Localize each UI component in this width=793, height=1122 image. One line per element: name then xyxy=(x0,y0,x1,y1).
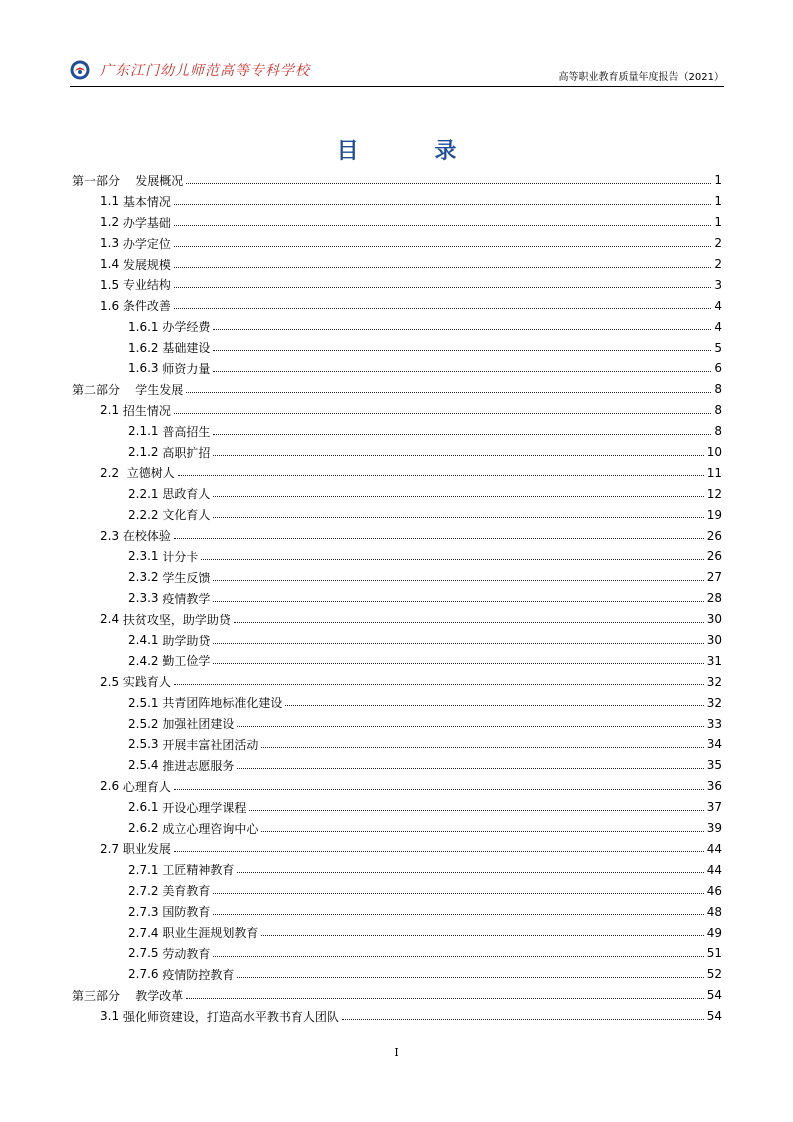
toc-entry-number: 2.5.3 xyxy=(128,737,159,752)
toc-entry[interactable] xyxy=(72,254,722,275)
toc-leader-dots xyxy=(186,392,711,393)
toc-entry[interactable] xyxy=(72,170,722,191)
toc-entry[interactable] xyxy=(72,713,722,734)
toc-entry-label: 疫情防控教育 xyxy=(162,967,235,982)
toc-entry-page: 51 xyxy=(706,946,722,961)
toc-entry-page: 36 xyxy=(706,779,722,794)
toc-leader-dots xyxy=(285,705,703,706)
toc-entry[interactable] xyxy=(72,692,722,713)
toc-leader-dots xyxy=(174,267,711,268)
toc-leader-dots xyxy=(174,204,711,205)
toc-entry[interactable] xyxy=(72,567,722,588)
toc-entry-page: 32 xyxy=(706,674,722,689)
toc-entry[interactable] xyxy=(72,943,722,964)
toc-entry-label: 心理育人 xyxy=(122,779,171,794)
toc-entry-number: 第二部分 xyxy=(72,382,121,397)
toc-leader-dots xyxy=(261,935,703,936)
school-emblem-icon xyxy=(70,60,90,80)
toc-entry-number: 2.5.4 xyxy=(128,758,159,773)
toc-entry-page: 44 xyxy=(706,862,722,877)
toc-entry[interactable] xyxy=(72,337,722,358)
toc-entry[interactable] xyxy=(72,839,722,860)
toc-entry-number: 第三部分 xyxy=(72,988,121,1003)
report-title: 高等职业教育质量年度报告（2021） xyxy=(558,72,724,83)
toc-entry-label: 助学助贷 xyxy=(162,633,211,648)
toc-entry-label: 开展丰富社团活动 xyxy=(162,737,259,752)
toc-entry-number: 2.3.2 xyxy=(128,570,159,585)
toc-leader-dots xyxy=(213,517,703,518)
toc-entry-label: 职业发展 xyxy=(122,842,171,857)
toc-entry-number: 2.7.6 xyxy=(128,967,159,982)
toc-entry-label: 强化师资建设，打造高水平教书育人团队 xyxy=(122,1009,339,1024)
toc-entry-label: 推进志愿服务 xyxy=(162,758,235,773)
toc-entry-label: 美育教育 xyxy=(162,884,211,899)
toc-entry[interactable] xyxy=(72,274,722,295)
toc-entry-number: 1.6.2 xyxy=(128,340,159,355)
toc-entry-number: 2.3 xyxy=(100,528,120,543)
toc-entry-page: 1 xyxy=(714,215,722,230)
toc-entry-page: 10 xyxy=(706,445,722,460)
toc-entry[interactable] xyxy=(72,525,722,546)
toc-entry-page: 37 xyxy=(706,800,722,815)
toc-leader-dots xyxy=(201,559,703,560)
toc-entry[interactable] xyxy=(72,755,722,776)
toc-entry-label: 条件改善 xyxy=(122,299,171,314)
toc-entry-page: 49 xyxy=(706,925,722,940)
toc-entry[interactable] xyxy=(72,316,722,337)
toc-entry-page: 44 xyxy=(706,841,722,856)
toc-entry-label: 共青团阵地标准化建设 xyxy=(162,696,283,711)
toc-entry-page: 33 xyxy=(706,716,722,731)
toc-entry-page: 4 xyxy=(714,298,722,313)
toc-entry-label: 扶贫攻坚，助学助贷 xyxy=(122,612,231,627)
toc-leader-dots xyxy=(213,663,703,664)
toc-entry-label: 发展规模 xyxy=(122,257,171,272)
toc-leader-dots xyxy=(237,872,703,873)
toc-entry[interactable] xyxy=(72,964,722,985)
toc-entry[interactable] xyxy=(72,1006,722,1027)
toc-entry-label: 职业生涯规划教育 xyxy=(162,926,259,940)
toc-entry-number: 2.2.2 xyxy=(128,507,159,522)
toc-entry[interactable] xyxy=(72,546,722,567)
toc-entry-number: 2.7.2 xyxy=(128,883,159,898)
toc-entry-label: 疫情教学 xyxy=(162,591,211,606)
toc-entry-number: 2.3.3 xyxy=(128,591,159,606)
toc-entry-number: 2.2 xyxy=(100,465,120,480)
toc-entry[interactable] xyxy=(72,985,722,1006)
toc-leader-dots xyxy=(186,183,711,184)
toc-entry-page: 1 xyxy=(714,173,722,188)
toc-entry-page: 28 xyxy=(706,591,722,606)
toc-entry[interactable] xyxy=(72,859,722,880)
toc-entry-label: 思政育人 xyxy=(162,487,211,502)
toc-entry-number: 2.2.1 xyxy=(128,486,159,501)
toc-entry-number: 2.4.2 xyxy=(128,653,159,668)
toc-leader-dots xyxy=(174,287,711,288)
toc-entry-page: 5 xyxy=(714,340,722,355)
toc-entry-page: 19 xyxy=(706,507,722,522)
toc-entry[interactable] xyxy=(72,588,722,609)
toc-entry-label: 招生情况 xyxy=(122,403,171,418)
toc-entry-number: 第一部分 xyxy=(72,173,121,188)
toc-entry-page: 26 xyxy=(706,549,722,564)
toc-leader-dots xyxy=(213,350,711,351)
toc-entry-page: 30 xyxy=(706,612,722,627)
toc-entry[interactable] xyxy=(72,880,722,901)
toc-leader-dots xyxy=(213,434,711,435)
toc-entry-label: 文化育人 xyxy=(162,508,211,523)
toc-leader-dots xyxy=(213,914,703,915)
toc-entry-number: 2.1 xyxy=(100,403,120,418)
toc-entry-label: 基本情况 xyxy=(122,194,171,209)
toc-entry-number: 2.1.1 xyxy=(128,424,159,439)
toc-entry[interactable] xyxy=(72,295,722,316)
toc-entry[interactable] xyxy=(72,630,722,651)
toc-entry-label: 学生发展 xyxy=(135,382,184,397)
toc-entry-label: 劳动教育 xyxy=(162,946,211,961)
toc-entry-number: 2.5.1 xyxy=(128,695,159,710)
toc-entry[interactable] xyxy=(72,818,722,839)
toc-entry-page: 26 xyxy=(706,528,722,543)
header-logo-area xyxy=(70,56,310,84)
toc-leader-dots xyxy=(237,726,703,727)
toc-entry-page: 8 xyxy=(714,424,722,439)
toc-entry-label: 成立心理咨询中心 xyxy=(162,821,259,836)
toc-leader-dots xyxy=(213,371,711,372)
toc-entry[interactable] xyxy=(72,358,722,379)
toc-leader-dots xyxy=(213,893,703,894)
toc-entry-number: 1.6.1 xyxy=(128,319,159,334)
toc-entry-page: 27 xyxy=(706,570,722,585)
toc-entry[interactable] xyxy=(72,212,722,233)
toc-leader-dots xyxy=(186,998,703,999)
page-header xyxy=(70,56,724,87)
toc-entry-label: 教学改革 xyxy=(135,988,184,1003)
toc-entry-label: 实践育人 xyxy=(122,675,171,690)
toc-entry-number: 2.6.1 xyxy=(128,800,159,815)
toc-entry-page: 3 xyxy=(714,277,722,292)
toc-entry-page: 4 xyxy=(714,319,722,334)
toc-entry-label: 基础建设 xyxy=(162,341,211,356)
toc-entry-page: 2 xyxy=(714,236,722,251)
toc-entry-number: 1.2 xyxy=(100,215,120,230)
toc-leader-dots xyxy=(174,308,711,309)
toc-leader-dots xyxy=(174,789,704,790)
toc-entry-gap xyxy=(120,173,135,187)
toc-leader-dots xyxy=(261,831,703,832)
toc-entry-number: 2.7.1 xyxy=(128,862,159,877)
toc-leader-dots xyxy=(213,496,703,497)
toc-entry-page: 2 xyxy=(714,257,722,271)
page-number: I xyxy=(394,1046,399,1059)
toc-entry-label: 开设心理学课程 xyxy=(162,800,247,815)
toc-entry-label: 发展概况 xyxy=(135,173,184,188)
toc-entry[interactable] xyxy=(72,191,722,212)
toc-entry-page: 54 xyxy=(706,1009,722,1024)
toc-entry[interactable] xyxy=(72,379,722,400)
toc-leader-dots xyxy=(174,225,711,226)
toc-leader-dots xyxy=(234,622,704,623)
toc-entry-label: 普高招生 xyxy=(162,424,211,439)
toc-entry-page: 11 xyxy=(706,465,722,480)
toc-entry[interactable] xyxy=(72,442,722,463)
toc-entry-page: 35 xyxy=(706,758,722,773)
toc-entry[interactable] xyxy=(72,421,722,442)
toc-entry[interactable] xyxy=(72,483,722,504)
toc-entry-number: 2.6 xyxy=(100,779,120,794)
toc-entry-number: 3.1 xyxy=(100,1009,120,1024)
toc-entry-label: 专业结构 xyxy=(122,278,171,293)
toc-entry-label: 工匠精神教育 xyxy=(162,863,235,878)
toc-entry-number: 2.4 xyxy=(100,612,120,627)
toc-entry-number: 1.3 xyxy=(100,236,120,251)
toc-entry-label: 师资力量 xyxy=(162,361,211,376)
toc-entry-number: 2.7 xyxy=(100,841,120,856)
toc-entry[interactable] xyxy=(72,462,722,483)
toc-entry-number: 2.1.2 xyxy=(128,445,159,460)
toc-leader-dots xyxy=(174,851,704,852)
toc-entry[interactable] xyxy=(72,504,722,525)
toc-entry-number: 1.1 xyxy=(100,194,120,209)
toc-entry-page: 12 xyxy=(706,486,722,501)
toc-entry-number: 1.6 xyxy=(100,298,120,313)
toc-entry[interactable] xyxy=(72,400,722,421)
toc-entry-gap xyxy=(119,466,127,480)
toc-entry-label: 加强社团建设 xyxy=(162,717,235,732)
toc-leader-dots xyxy=(174,538,704,539)
school-name: 广东江门幼儿师范高等专科学校 xyxy=(100,63,310,79)
toc-leader-dots xyxy=(213,956,703,957)
toc-entry-number: 2.4.1 xyxy=(128,633,159,648)
toc-entry-number: 2.5.2 xyxy=(128,716,159,731)
toc-leader-dots xyxy=(178,475,704,476)
toc-entry-page: 6 xyxy=(714,361,722,376)
toc-entry-label: 办学基础 xyxy=(122,215,171,230)
toc-entry-label: 勤工俭学 xyxy=(162,654,211,669)
toc-entry-label: 国防教育 xyxy=(162,905,211,920)
toc-leader-dots xyxy=(213,601,703,602)
toc-entry[interactable] xyxy=(72,797,722,818)
toc-entry[interactable] xyxy=(72,734,722,755)
toc-entry-page: 52 xyxy=(706,967,722,982)
toc-leader-dots xyxy=(174,413,711,414)
toc-entry-gap xyxy=(120,382,135,396)
toc-entry-number: 2.5 xyxy=(100,674,120,689)
toc-entry-label: 学生反馈 xyxy=(162,570,211,585)
toc-leader-dots xyxy=(249,810,703,811)
toc-entry-number: 1.6.3 xyxy=(128,361,159,376)
toc-entry-page: 1 xyxy=(714,194,722,209)
toc-entry-label: 高职扩招 xyxy=(162,445,211,460)
toc-entry[interactable] xyxy=(72,609,722,630)
toc-entry-page: 48 xyxy=(706,904,722,919)
toc-entry[interactable] xyxy=(72,922,722,943)
toc-entry[interactable] xyxy=(72,650,722,671)
toc-entry-number: 2.7.4 xyxy=(128,925,159,940)
toc-entry-page: 8 xyxy=(714,382,722,397)
toc-entry-number: 2.6.2 xyxy=(128,821,159,836)
toc-entry-label: 办学经费 xyxy=(162,320,211,335)
toc-entry-label: 在校体验 xyxy=(122,529,171,544)
toc-leader-dots xyxy=(342,1019,704,1020)
toc-entry-page: 8 xyxy=(714,403,722,418)
toc-entry-number: 2.3.1 xyxy=(128,549,159,564)
toc-title: 目 录 xyxy=(336,139,491,164)
toc-leader-dots xyxy=(213,329,711,330)
toc-entry-page: 30 xyxy=(706,633,722,648)
toc-leader-dots xyxy=(213,643,703,644)
toc-entry-page: 34 xyxy=(706,737,722,752)
toc-entry-page: 32 xyxy=(706,695,722,710)
toc-entry[interactable] xyxy=(72,776,722,797)
toc-entry-label: 办学定位 xyxy=(122,236,171,251)
toc-entry[interactable] xyxy=(72,233,722,254)
toc-entry[interactable] xyxy=(72,901,722,922)
toc-leader-dots xyxy=(261,747,703,748)
toc-leader-dots xyxy=(213,580,703,581)
toc-entry-gap xyxy=(120,988,135,1002)
toc-entry-page: 46 xyxy=(706,883,722,898)
toc-leader-dots xyxy=(174,684,704,685)
toc-leader-dots xyxy=(237,977,703,978)
toc-entry-page: 54 xyxy=(706,988,722,1003)
table-of-contents xyxy=(72,170,722,1027)
toc-entry-label: 立德树人 xyxy=(126,466,175,481)
toc-leader-dots xyxy=(213,455,703,456)
toc-entry-number: 2.7.3 xyxy=(128,904,159,919)
toc-leader-dots xyxy=(237,768,703,769)
toc-entry-page: 31 xyxy=(706,653,722,668)
toc-entry-number: 1.5 xyxy=(100,277,120,292)
toc-leader-dots xyxy=(174,246,711,247)
toc-entry[interactable] xyxy=(72,671,722,692)
toc-entry-page: 39 xyxy=(706,821,722,836)
toc-entry-label: 计分卡 xyxy=(162,549,199,564)
toc-entry-number: 2.7.5 xyxy=(128,946,159,961)
toc-entry-number: 1.4 xyxy=(100,257,120,271)
